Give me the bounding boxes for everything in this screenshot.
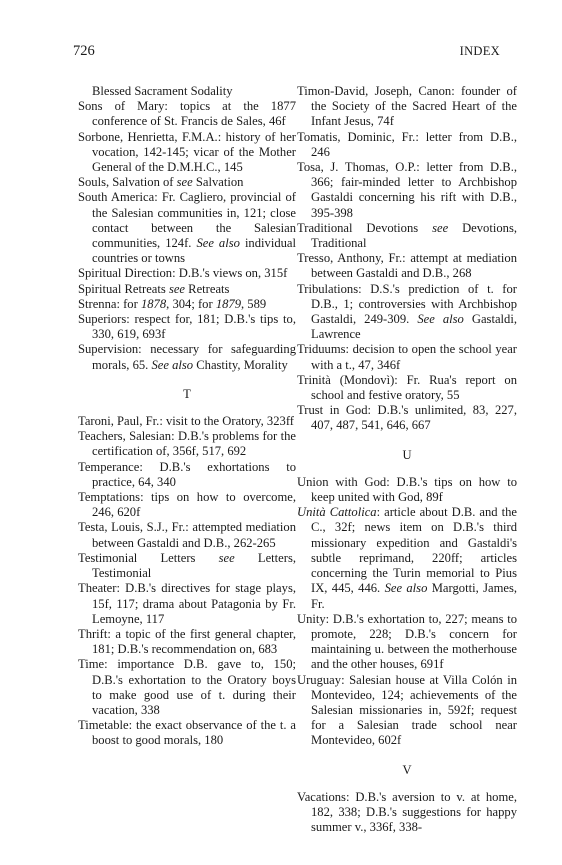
index-entry: Time: importance D.B. gave to, 150; D.B.'s exhortation to the Oratory boys to make good use of t. during their vacation, 338 [78, 657, 296, 717]
section-letter: T [183, 386, 191, 401]
index-entry: Sorbone, Henrietta, F.M.A.: history of her vocation, 142-145; vicar of the Mother General of the D.M.H.C., 145 [78, 129, 296, 175]
index-entry: Tomatis, Dominic, Fr.: letter from D.B., 246 [297, 129, 517, 159]
index-entry: Uruguay: Salesian house at Villa Colón in Montevideo, 124; achievements of the Salesian missionaries in, 592f; request for a Salesian trade school near Montevideo, 602f [297, 672, 517, 748]
index-entry: Tribulations: D.S.'s prediction of t. for D.B., 1; controversies with Archbishop Gastaldi, 249-309. See also Gastaldi, Lawrence [297, 281, 517, 342]
index-column-right [297, 84, 517, 835]
index-entry: Temptations: tips on how to overcome, 246, 620f [78, 490, 296, 520]
index-entry: Theater: D.B.'s directives for stage plays, 15f, 117; drama about Patagonia by Fr. Lemoyne, 117 [78, 581, 296, 626]
index-entry: Supervision: necessary for safeguarding morals, 65. See also Chastity, Morality [78, 342, 296, 372]
index-entry: South America: Fr. Cagliero, provincial of the Salesian communities in, 121; close contact between the Salesian communities, 124f. See also individual countries or towns [78, 190, 297, 266]
index-entry: Traditional Devotions see Devotions, Traditional [297, 220, 517, 251]
index-entry: Unità Cattolica: article about D.B. and the C., 32f; news item on D.B.'s third missionary expedition and Gastaldi's subtle reprimand, 220ff; articles concerning the Turin memorial to Pius IX, 445, 446. See also Margotti, James, Fr. [297, 505, 518, 611]
index-entry: Vacations: D.B.'s aversion to v. at home, 182, 338; D.B.'s suggestions for happy summer v., 336f, 338- [297, 789, 517, 835]
index-entry: Blessed Sacrament Sodality [92, 84, 233, 98]
index-entry: Thrift: a topic of the first general chapter, 181; D.B.'s recommendation on, 683 [78, 626, 296, 657]
index-entry: Tresso, Anthony, Fr.: attempt at mediation between Gastaldi and D.B., 268 [297, 251, 517, 281]
index-entry: Testimonial Letters see Letters, Testimonial [78, 550, 296, 581]
index-entry: Teachers, Salesian: D.B.'s problems for the certification of, 356f, 517, 692 [78, 429, 296, 459]
index-entry: Strenna: for 1878, 304; for 1879, 589 [78, 296, 267, 311]
index-entry: Taroni, Paul, Fr.: visit to the Oratory, 323ff [78, 414, 294, 429]
section-letter: U [402, 447, 412, 462]
index-entry: Trinità (Mondovì): Fr. Rua's report on school and festive oratory, 55 [297, 372, 517, 403]
index-entry: Sons of Mary: topics at the 1877 conference of St. Francis de Sales, 46f [78, 99, 296, 129]
index-entry: Spiritual Retreats see Retreats [78, 281, 230, 296]
index-column-left [78, 84, 296, 749]
running-header: INDEX [459, 44, 500, 58]
page-number: 726 [73, 43, 95, 59]
index-entry: Timon-David, Joseph, Canon: founder of the Society of the Sacred Heart of the Infant Jesus, 74f [297, 84, 517, 129]
index-entry: Tosa, J. Thomas, O.P.: letter from D.B., 366; fair-minded letter to Archbishop Gastaldi concerning his rift with D.B., 395-398 [297, 160, 517, 220]
section-letter: V [402, 762, 412, 777]
index-entry: Spiritual Direction: D.B.'s views on, 315f [78, 266, 288, 281]
index-entry: Triduums: decision to open the school year with a t., 47, 346f [297, 342, 517, 372]
index-entry: Superiors: respect for, 181; D.B.'s tips to, 330, 619, 693f [78, 312, 296, 342]
index-entry: Temperance: D.B.'s exhortations to practice, 64, 340 [78, 459, 296, 489]
index-entry: Union with God: D.B.'s tips on how to keep united with God, 89f [297, 474, 517, 505]
index-entry: Trust in God: D.B.'s unlimited, 83, 227, 407, 487, 541, 646, 667 [297, 403, 517, 433]
index-entry: Timetable: the exact observance of the t. a boost to good morals, 180 [78, 718, 296, 748]
index-entry: Testa, Louis, S.J., Fr.: attempted mediation between Gastaldi and D.B., 262-265 [78, 520, 296, 550]
index-entry: Unity: D.B.'s exhortation to, 227; means to promote, 228; D.B.'s concern for maintaining u. between the motherhouse and the other houses, 691f [297, 611, 517, 672]
index-entry: Souls, Salvation of see Salvation [78, 175, 244, 190]
